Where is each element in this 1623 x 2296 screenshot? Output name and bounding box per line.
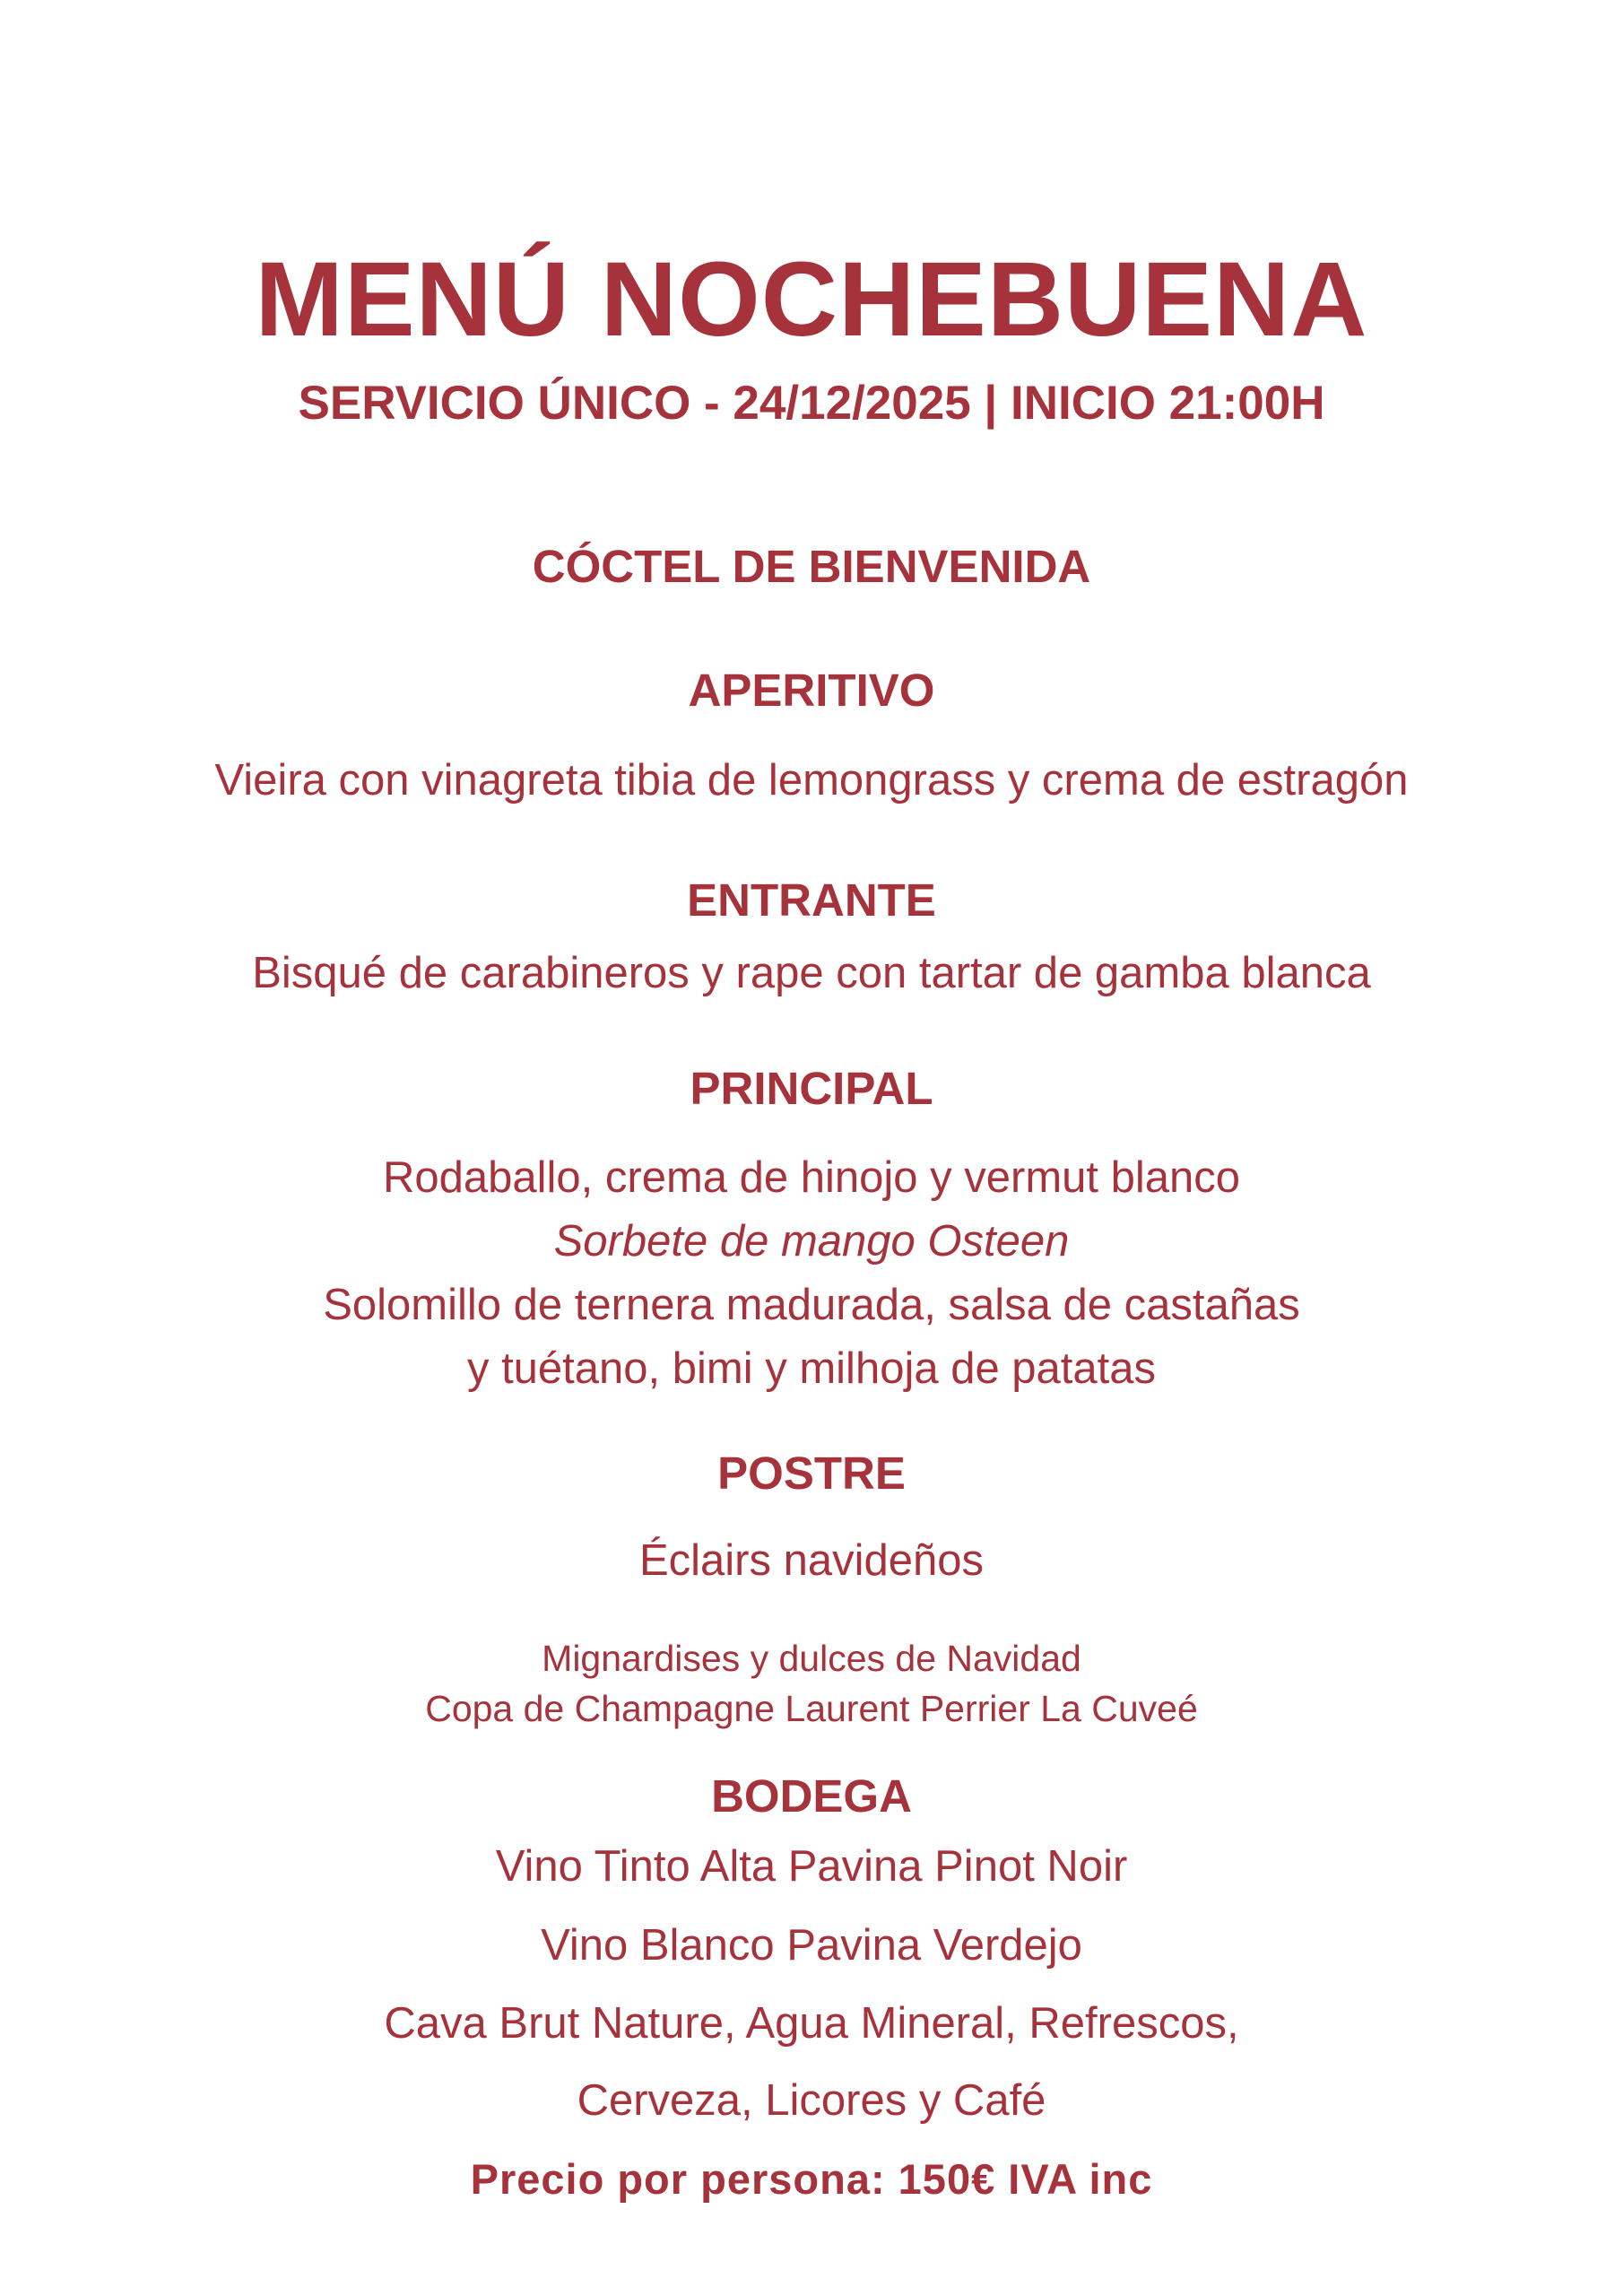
bodega-item: Vino Tinto Alta Pavina Pinot Noir [495,1842,1128,1891]
menu-title: MENÚ NOCHEBUENA [255,240,1368,359]
bodega-item: Cava Brut Nature, Agua Mineral, Refrescos, [384,1999,1239,2048]
entrante-heading: ENTRANTE [687,874,936,926]
bodega-item: Cerveza, Licores y Café [577,2076,1046,2125]
aperitivo-item: Vieira con vinagreta tibia de lemongrass y crema de estragón [214,756,1409,804]
postre-extra: Copa de Champagne Laurent Perrier La Cuveé [425,1688,1198,1729]
principal-item: Rodaballo, crema de hinojo y vermut blanco [382,1153,1241,1202]
cocktail-heading: CÓCTEL DE BIENVENIDA [532,541,1091,592]
principal-item: y tuétano, bimi y milhoja de patatas [466,1344,1157,1393]
principal-item-sorbete: Sorbete de mango Osteen [553,1217,1070,1265]
principal-heading: PRINCIPAL [690,1063,933,1114]
principal-item: Solomillo de ternera madurada, salsa de castañas [323,1281,1300,1329]
postre-extra: Mignardises y dulces de Navidad [542,1638,1081,1679]
menu-subtitle: SERVICIO ÚNICO - 24/12/2025 | INICIO 21:00H [298,377,1325,430]
entrante-item: Bisqué de carabineros y rape con tartar de gamba blanca [252,949,1371,997]
postre-item: Éclairs navideños [638,1536,985,1585]
price-line: Precio por persona: 150€ IVA inc [470,2155,1153,2203]
aperitivo-heading: APERITIVO [688,665,935,716]
bodega-heading: BODEGA [711,1770,912,1822]
bodega-item: Vino Blanco Pavina Verdejo [541,1921,1082,1970]
postre-heading: POSTRE [717,1448,906,1499]
